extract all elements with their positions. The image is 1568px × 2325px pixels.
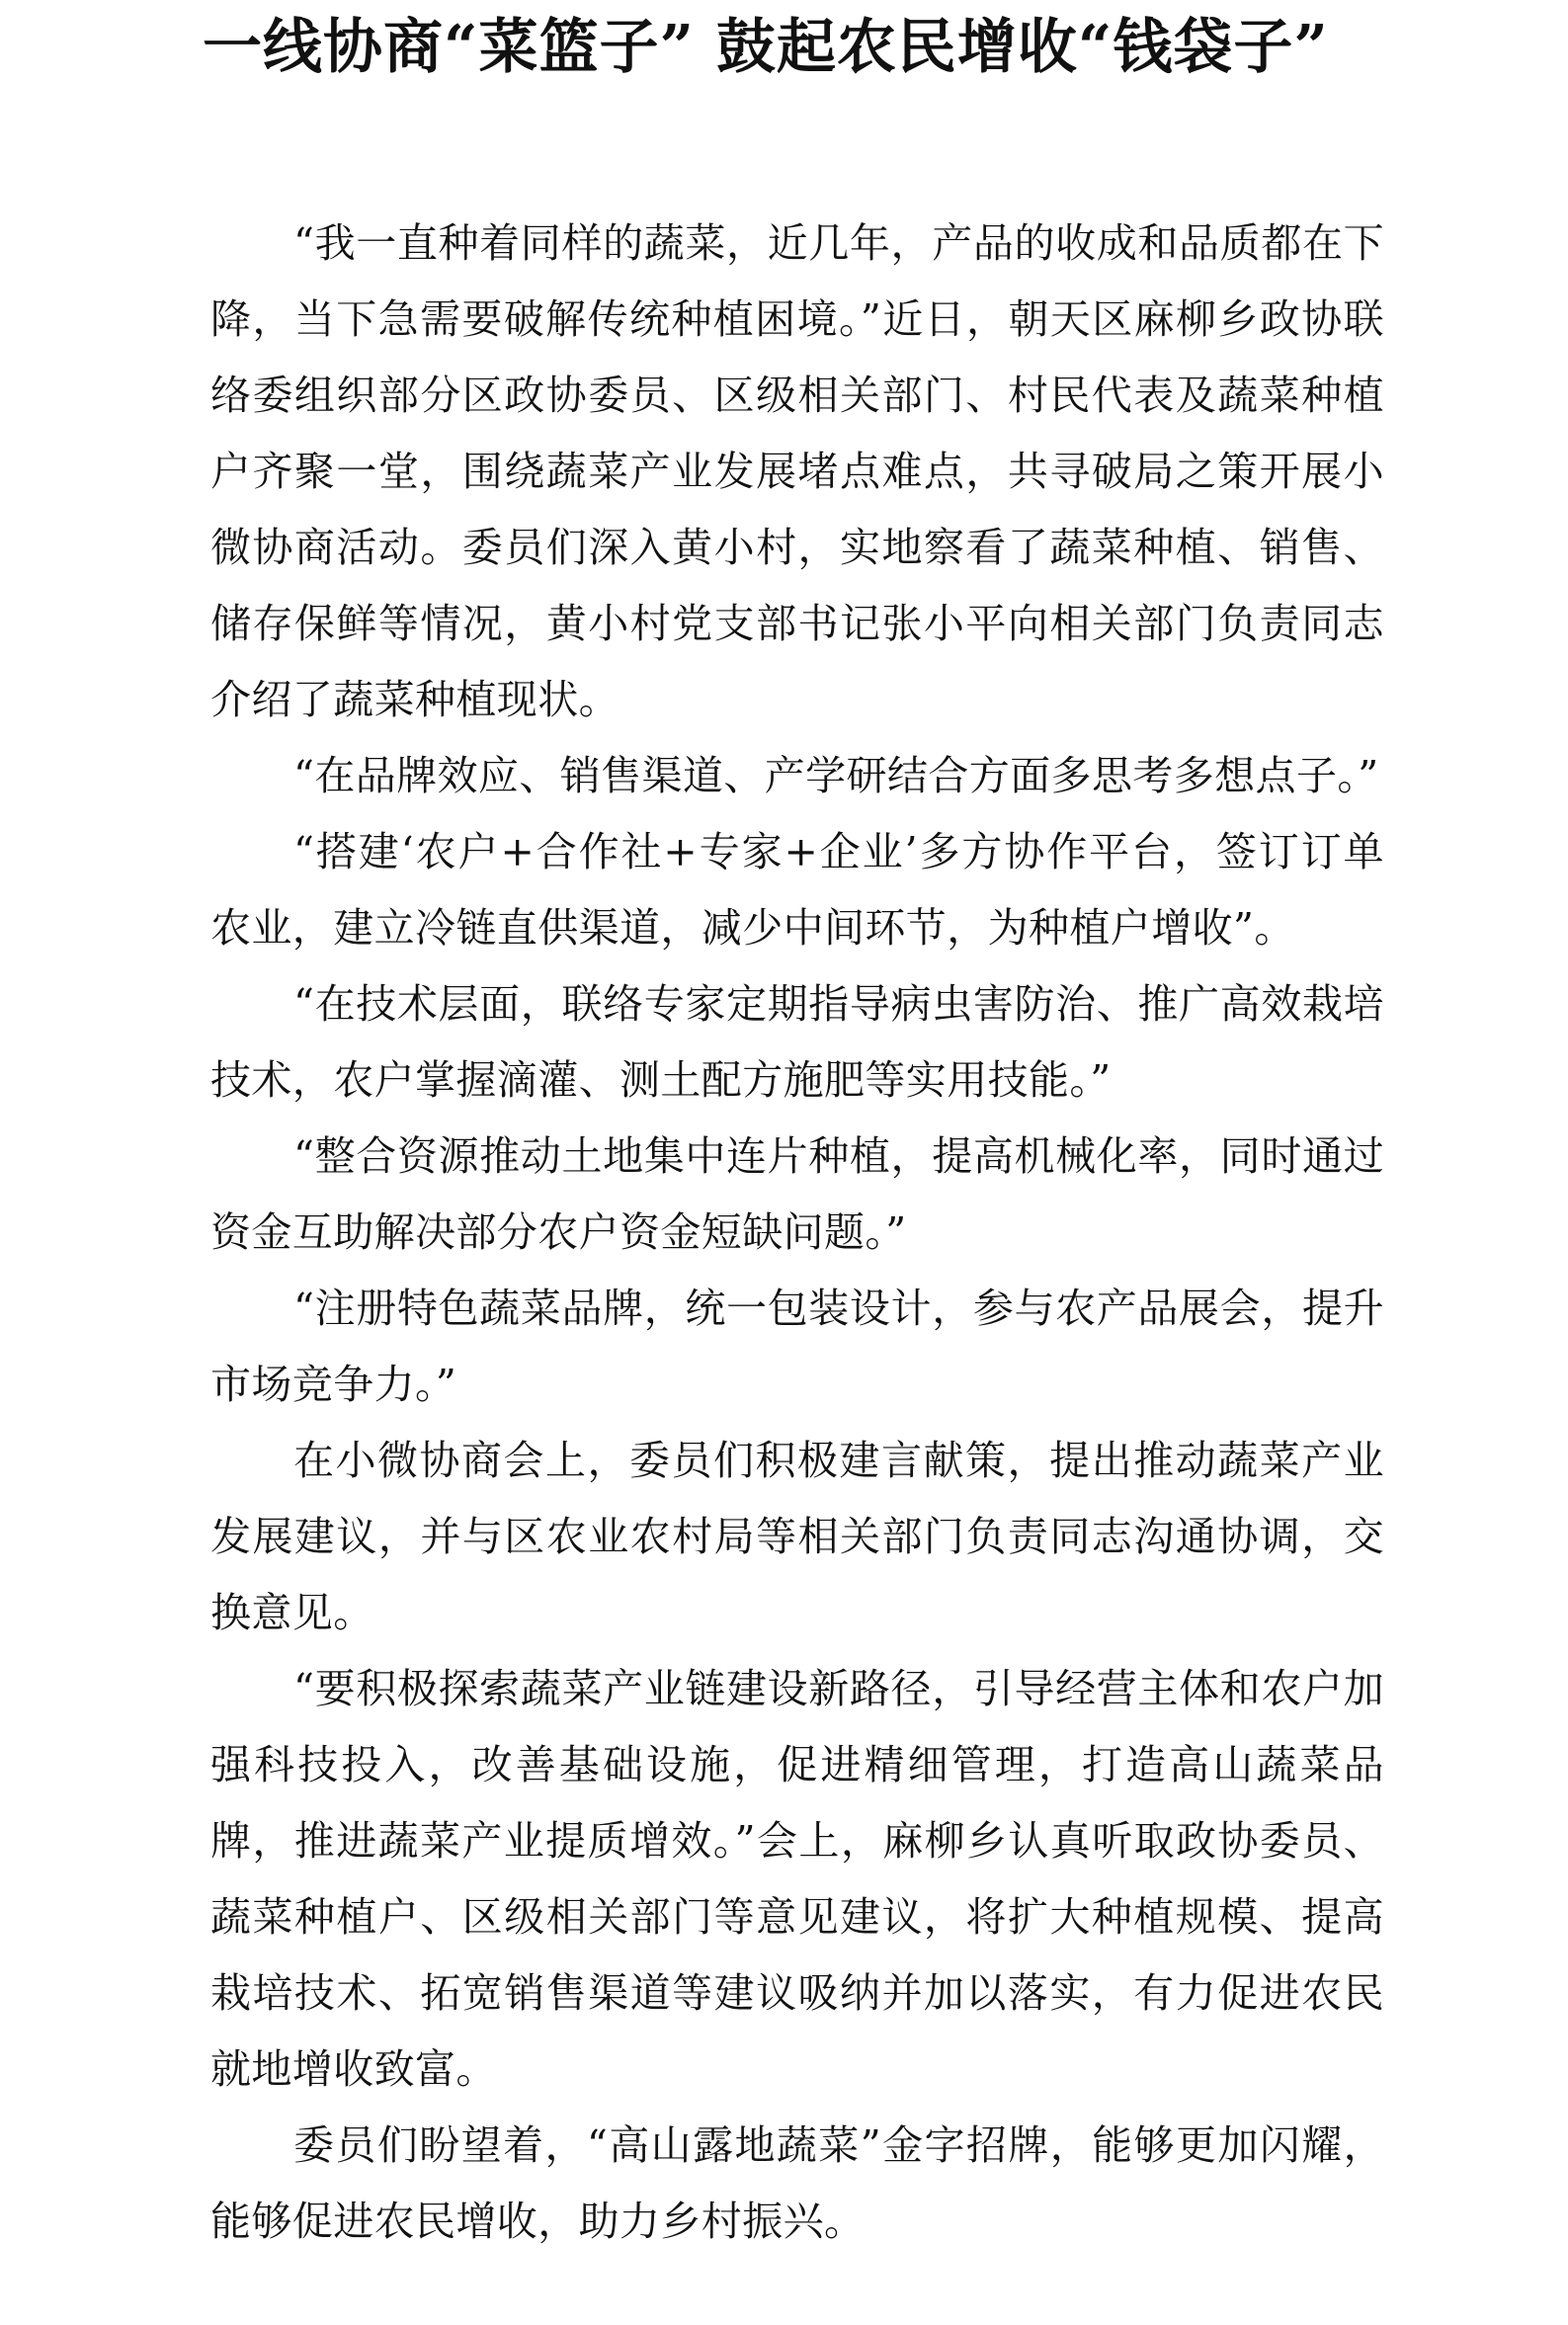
- article-body: [210, 206, 1384, 2260]
- paragraph-5: “整合资源推动土地集中连片种植，提高机械化率，同时通过资金互助解决部分农户资金短缺问题。”: [210, 1132, 1384, 1256]
- article-title: 一线协商“菜篮子” 鼓起农民增收“钱袋子”: [203, 13, 1329, 82]
- paragraph-3: “搭建‘农户+合作社+专家+企业’多方协作平台，签订订单农业，建立冷链直供渠道，减少中间环节，为种植户增收”。: [210, 828, 1384, 952]
- paragraph-7: 在小微协商会上，委员们积极建言献策，提出推动蔬菜产业发展建议，并与区农业农村局等相关部门负责同志沟通协调，交换意见。: [210, 1437, 1384, 1636]
- paragraph-2: “在品牌效应、销售渠道、产学研结合方面多思考多想点子。”: [293, 752, 1379, 799]
- paragraph-1: “我一直种着同样的蔬菜，近几年，产品的收成和品质都在下降，当下急需要破解传统种植困境。”近日，朝天区麻柳乡政协联络委组织部分区政协委员、区级相关部门、村民代表及蔬菜种植户齐聚一堂，围绕蔬菜产业发展堵点难点，共寻破局之策开展小微协商活动。委员们深入黄小村，实地察看了蔬菜种植、销售、储存保鲜等情况，黄小村党支部书记张小平向相关部门负责同志介绍了蔬菜种植现状。: [210, 219, 1384, 723]
- paragraph-4: “在技术层面，联络专家定期指导病虫害防治、推广高效栽培技术，农户掌握滴灌、测土配方施肥等实用技能。”: [210, 980, 1384, 1104]
- paragraph-9: 委员们盼望着，“高山露地蔬菜”金字招牌，能够更加闪耀，能够促进农民增收，助力乡村振兴。: [210, 2121, 1384, 2245]
- paragraph-8: “要积极探索蔬菜产业链建设新路径，引导经营主体和农户加强科技投入，改善基础设施，促进精细管理，打造高山蔬菜品牌，推进蔬菜产业提质增效。”会上，麻柳乡认真听取政协委员、蔬菜种植户、区级相关部门等意见建议，将扩大种植规模、提高栽培技术、拓宽销售渠道等建议吸纳并加以落实，有力促进农民就地增收致富。: [210, 1665, 1384, 2093]
- paragraph-6: “注册特色蔬菜品牌，统一包装设计，参与农产品展会，提升市场竞争力。”: [210, 1285, 1384, 1408]
